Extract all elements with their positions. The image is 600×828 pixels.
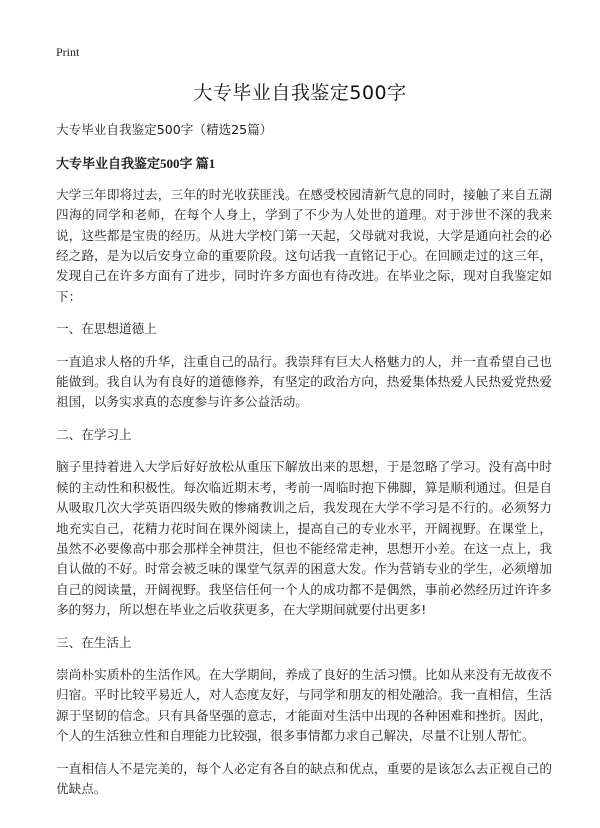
paragraph-study: 脑子里持着进入大学后好好放松从重压下解放出来的思想，于是忽略了学习。没有高中时候的主动性和积极性。每次临近期末考，考前一周临时抱下佛脚，算是顺利通过。但是自从吸取几次大学英语四级失败的惨痛教训之后，我发现在大学不学习是不行的。必须努力地充实自己，花精力花时间在课外阅读上，提高自己的专业水平，开阔视野。在课堂上，虽然不必要像高中那会那样全神贯注，但也不能经常走神，思想开小差。在这一点上，我自认做的不好。时常会被乏味的课堂气氛弄的困意大发。作为营销专业的学生，必须增加自己的阅读量，开阔视野。我坚信任何一个人的成功都不是偶然，事前必然经历过许许多多的努力，所以想在毕业之后收获更多，在大学期间就要付出更多! — [56, 459, 552, 618]
print-link[interactable]: Print — [56, 45, 80, 59]
heading-life: 三、在生活上 — [56, 634, 132, 650]
intro-paragraph: 大学三年即将过去，三年的时光收获匪浅。在感受校园清新气息的同时，接触了来自五湖四海的同学和老师，在每个人身上，学到了不少为人处世的道理。对于涉世不深的我来说，这些都是宝贵的经历。从进大学校门第一天起，父母就对我说，大学是通向社会的必经之路，是为以后安身立命的重要阶段。这句话我一直铭记于心。在回顾走过的这三年，发现自己在许多方面有了进步，同时许多方面也有待改进。在毕业之际，现对自我鉴定如下： — [56, 186, 552, 304]
document-title: 大专毕业自我鉴定500字 — [193, 82, 407, 104]
paragraph-closing: 一直相信人不是完美的，每个人必定有各自的缺点和优点，重要的是该怎么去正视自己的优缺点。 — [56, 760, 552, 796]
paragraph-moral: 一直追求人格的升华，注重自己的品行。我崇拜有巨大人格魅力的人，并一直希望自己也能做到。我自认为有良好的道德修养，有坚定的政治方向，热爱集体热爱人民热爱党热爱祖国，以务实求真的态度参与许多公益活动。 — [56, 353, 552, 410]
paragraph-life: 崇尚朴实质朴的生活作风。在大学期间，养成了良好的生活习惯。比如从来没有无故夜不归宿。平时比较平易近人，对人态度友好，与同学和朋友的相处融洽。我一直相信，生活源于坚韧的信念。只有具备坚强的意志，才能面对生活中出现的各种困难和挫折。因此，个人的生活独立性和自理能力比较强，很多事情都力求自己解决，尽量不让别人帮忙。 — [56, 666, 552, 744]
heading-moral: 一、在思想道德上 — [56, 321, 157, 337]
section-title: 大专毕业自我鉴定500字 篇1 — [56, 156, 216, 172]
heading-study: 二、在学习上 — [56, 426, 132, 442]
document-body — [56, 120, 552, 811]
document-subtitle: 大专毕业自我鉴定500字（精选25篇） — [56, 122, 273, 137]
